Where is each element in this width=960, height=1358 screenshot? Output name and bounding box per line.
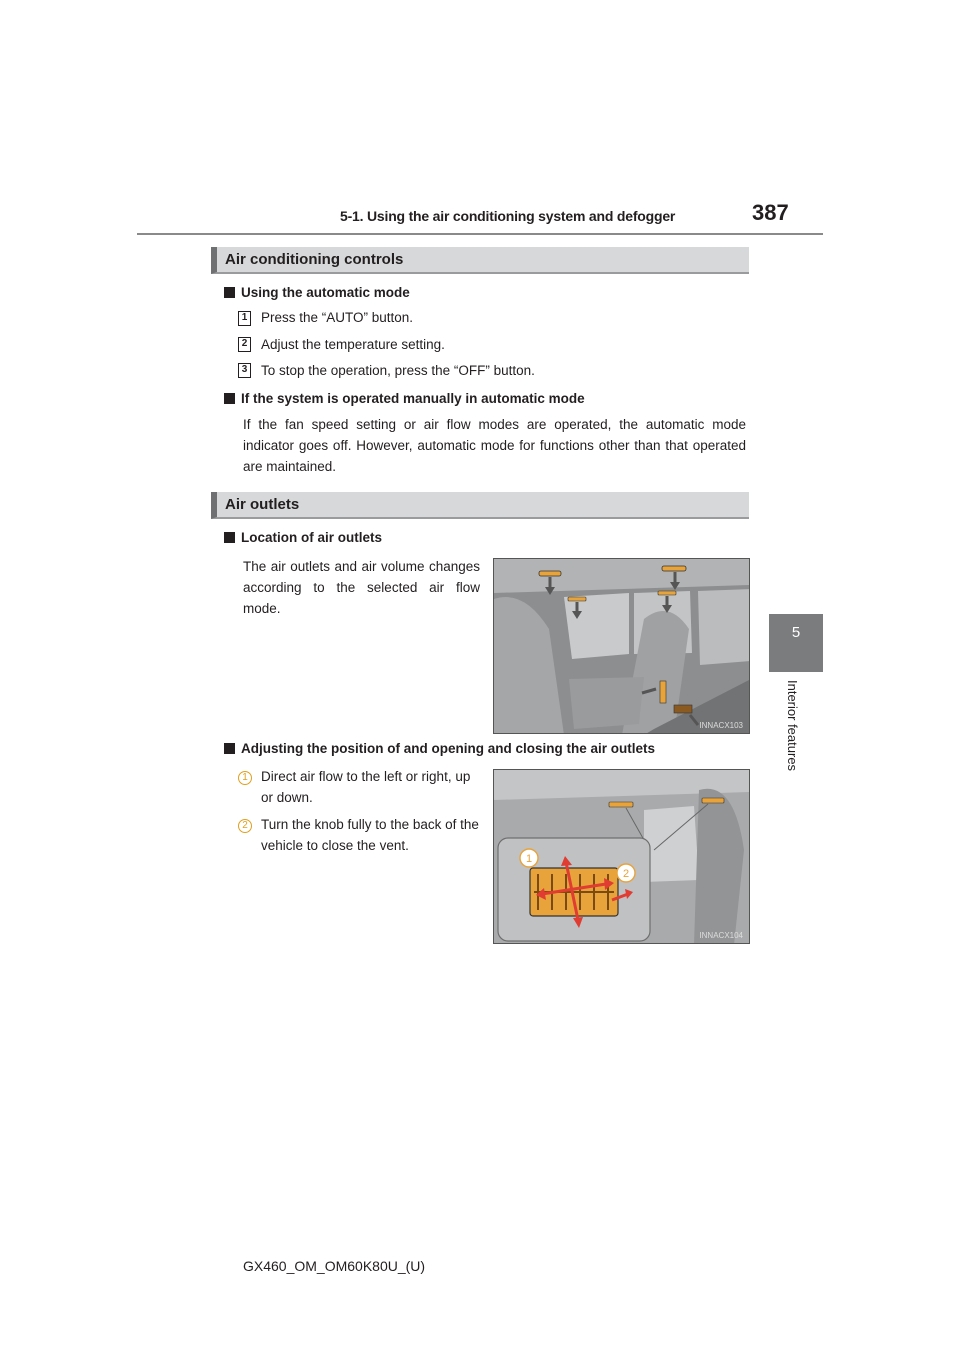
running-header-title: 5-1. Using the air conditioning system and defogger	[340, 208, 676, 224]
section-heading-air-conditioning-controls	[211, 247, 749, 274]
step-text: To stop the operation, press the “OFF” button.	[261, 363, 535, 378]
step-number-box: 3	[238, 363, 251, 378]
chapter-number: 5	[791, 624, 801, 641]
subheading-automatic-mode: Using the automatic mode	[224, 285, 410, 300]
document-code: GX460_OM_OM60K80U_(U)	[243, 1258, 426, 1274]
item-text: Turn the knob fully to the back of the vehicle to close the vent.	[261, 817, 479, 853]
step-number-box: 1	[238, 311, 251, 326]
header-rule	[137, 233, 823, 235]
step-number-box: 2	[238, 337, 251, 352]
chapter-label-text: Interior features	[785, 680, 800, 772]
subheading-location-air-outlets: Location of air outlets	[224, 530, 382, 545]
square-bullet-icon	[224, 393, 235, 404]
interior-drawing	[494, 559, 750, 734]
subheading-manual-in-auto: If the system is operated manually in automatic mode	[224, 391, 585, 406]
chapter-tab	[769, 614, 823, 672]
callout-number-2: 2	[238, 819, 252, 833]
section-heading-text: Air conditioning controls	[225, 251, 404, 268]
paragraph-manual-in-auto: If the fan speed setting or air flow modes are operated, the automatic mode indicator goes off. However, automatic mode for functions other than that operated are maintained.	[243, 417, 746, 474]
svg-text:2: 2	[622, 868, 630, 880]
image-code: INNACX103	[699, 721, 743, 730]
section-heading-air-outlets	[211, 492, 749, 519]
subheading-adjusting-outlets: Adjusting the position of and opening and closing the air outlets	[224, 741, 655, 756]
illustration-air-outlet-locations	[493, 558, 750, 734]
callout-number-1: 1	[238, 771, 252, 785]
outlet-adjustment-drawing	[494, 770, 750, 944]
paragraph-location-air-outlets: The air outlets and air volume changes according to the selected air flow mode.	[243, 559, 480, 616]
svg-text:1: 1	[525, 853, 533, 865]
step-text: Adjust the temperature setting.	[261, 337, 445, 352]
square-bullet-icon	[224, 532, 235, 543]
chapter-label	[784, 680, 800, 820]
section-heading-text: Air outlets	[225, 496, 300, 513]
item-text: Direct air flow to the left or right, up or down.	[261, 769, 471, 805]
page-number: 387	[752, 200, 789, 225]
illustration-outlet-adjustment	[493, 769, 750, 944]
square-bullet-icon	[224, 743, 235, 754]
step-text: Press the “AUTO” button.	[261, 310, 414, 325]
square-bullet-icon	[224, 287, 235, 298]
image-code: INNACX104	[699, 931, 743, 940]
